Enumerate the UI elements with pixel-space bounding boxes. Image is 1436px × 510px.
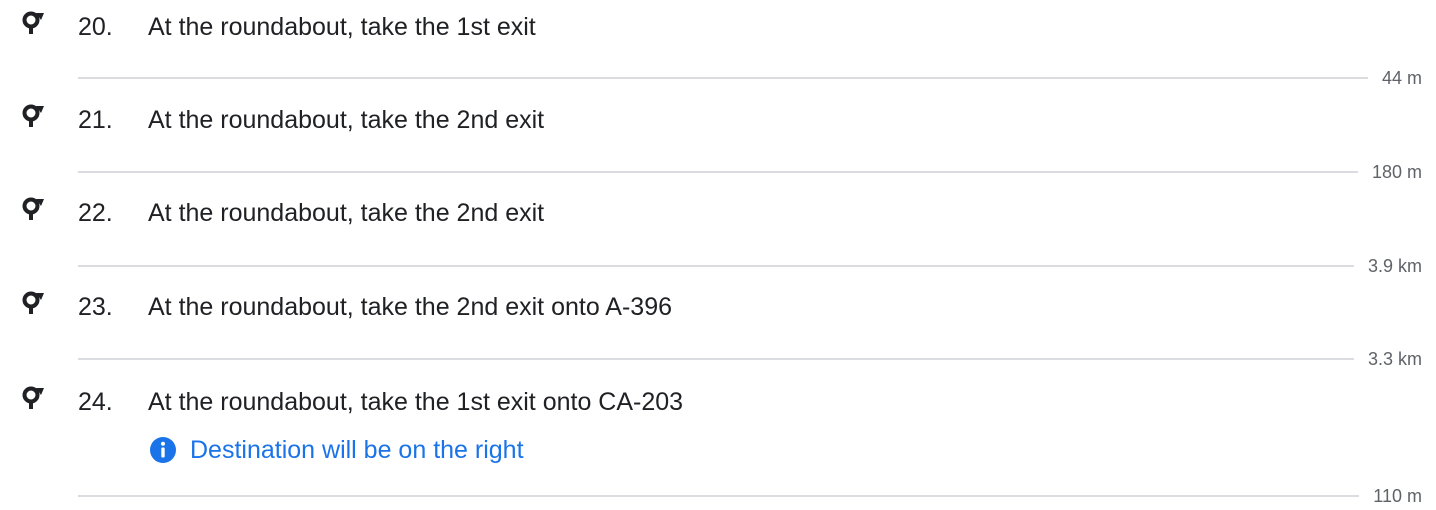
divider [78,358,1354,360]
destination-note-text: Destination will be on the right [190,436,524,464]
step-instruction: At the roundabout, take the 1st exit onto CA-203 [148,388,684,416]
step-distance: 3.3 km [1367,349,1422,369]
step-number: 22. [78,199,113,227]
info-icon [148,435,178,465]
step-instruction: At the roundabout, take the 2nd exit [148,106,545,134]
divider [78,265,1354,267]
step-number: 23. [78,293,113,321]
step-number: 21. [78,106,113,134]
step-distance-row [78,349,1422,369]
divider [78,495,1359,497]
divider [78,171,1358,173]
step-distance: 110 m [1373,486,1422,506]
step-number: 24. [78,388,113,416]
step-distance-row [78,486,1422,506]
roundabout-icon [20,290,46,316]
roundabout-icon [20,385,46,411]
roundabout-icon [20,10,46,36]
destination-note[interactable] [148,435,524,465]
step-distance: 180 m [1371,162,1422,182]
step-distance-row [78,68,1422,88]
step-instruction: At the roundabout, take the 2nd exit [148,199,545,227]
divider [78,77,1368,79]
step-distance-row [78,162,1422,182]
step-distance-row [78,256,1422,276]
roundabout-icon [20,103,46,129]
step-instruction: At the roundabout, take the 1st exit [148,13,536,41]
step-number: 20. [78,13,113,41]
step-distance: 44 m [1381,68,1422,88]
step-distance: 3.9 km [1367,256,1422,276]
roundabout-icon [20,196,46,222]
step-instruction: At the roundabout, take the 2nd exit onto A-396 [148,293,672,321]
